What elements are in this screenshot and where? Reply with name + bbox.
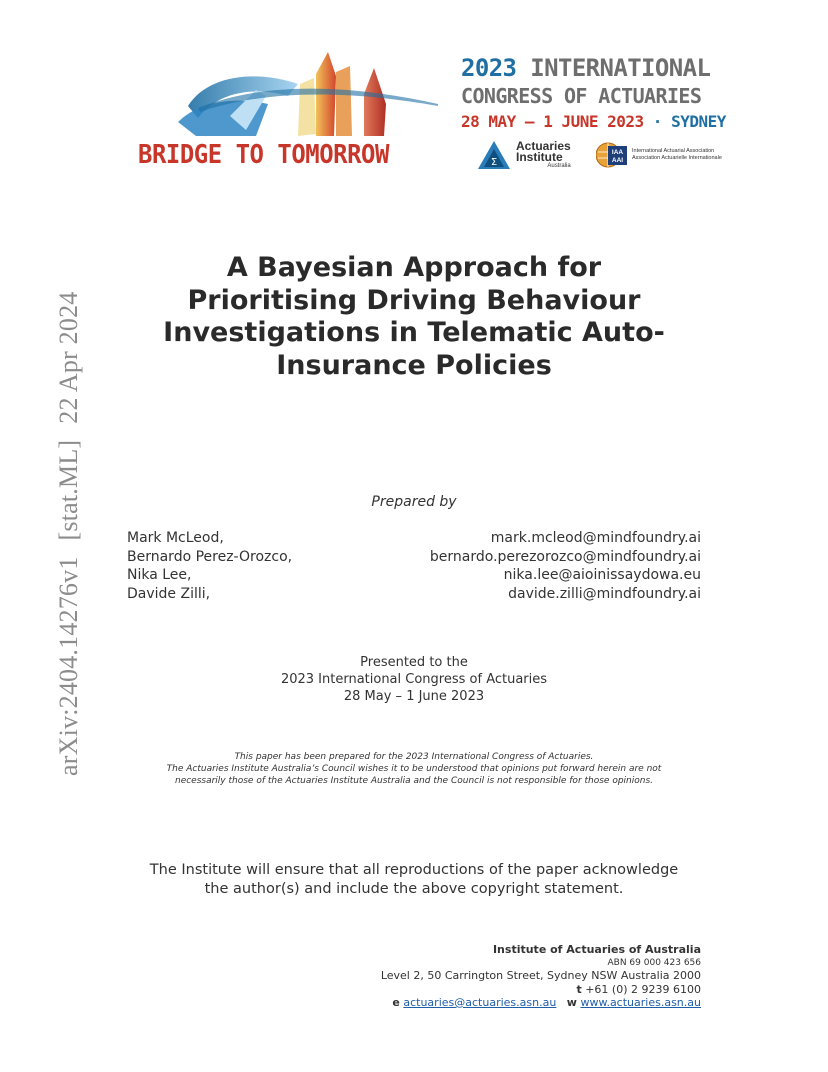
disclaimer-line: The Actuaries Institute Australia’s Council wishes it to be understood that opinions put forward herein are not <box>166 764 662 774</box>
presented-line: 28 May – 1 June 2023 <box>343 689 485 704</box>
iaa-line2: Association Actuarielle Internationale <box>632 155 722 161</box>
actuaries-institute-logo <box>476 138 571 172</box>
author-row <box>127 585 701 604</box>
svg-text:AAI: AAI <box>611 157 624 164</box>
presented-line: 2023 International Congress of Actuaries <box>280 672 548 687</box>
author-row <box>127 548 701 567</box>
author-list <box>127 529 701 603</box>
copyright-line: The Institute will ensure that all reproductions of the paper acknowledge <box>149 862 679 878</box>
institute-name: Institute of Actuaries of Australia <box>492 943 701 956</box>
arxiv-date: 22 Apr 2024 <box>54 291 83 424</box>
congress-name-part2: CONGRESS OF ACTUARIES <box>461 84 702 108</box>
actuaries-institute-line3: Australia <box>547 162 571 169</box>
congress-title-line1 <box>461 54 741 82</box>
iaa-logo <box>596 140 722 170</box>
congress-dates-line <box>461 112 741 131</box>
institute-web-link[interactable]: www.actuaries.asn.au <box>580 996 701 1009</box>
presented-to <box>0 654 828 705</box>
disclaimer <box>120 751 708 787</box>
institute-web-line <box>381 996 701 1010</box>
phone-label: t <box>576 982 582 996</box>
web-label: w <box>566 996 577 1009</box>
institute-address: Level 2, 50 Carrington Street, Sydney NSW Australia 2000 <box>380 969 701 982</box>
paper-title-line: Prioritising Driving Behaviour <box>187 284 641 316</box>
institute-abn: ABN 69 000 423 656 <box>607 958 701 968</box>
institute-phone-line <box>381 983 701 997</box>
arxiv-id: arXiv:2404.14276v1 <box>54 556 83 776</box>
copyright-notice <box>0 861 828 898</box>
author-email[interactable]: davide.zilli@mindfoundry.ai <box>508 585 701 602</box>
institute-contact <box>381 943 701 1010</box>
actuaries-institute-line2: Institute <box>516 150 563 165</box>
congress-heading <box>461 54 741 131</box>
author-email[interactable]: bernardo.perezorozco@mindfoundry.ai <box>429 548 701 565</box>
actuaries-institute-line1: Actuaries <box>516 138 571 153</box>
disclaimer-line: necessarily those of the Actuaries Institute Australia and the Council is not responsible for those opinions. <box>174 776 654 786</box>
author-name: Bernardo Perez-Orozco, <box>127 548 293 565</box>
congress-dates: 28 MAY – 1 JUNE 2023 <box>461 112 644 131</box>
author-name: Mark McLeod, <box>127 530 224 546</box>
copyright-line: the author(s) and include the above copyright statement. <box>204 880 624 897</box>
author-email[interactable]: mark.mcleod@mindfoundry.ai <box>490 530 701 546</box>
congress-city: · SYDNEY <box>652 112 726 131</box>
arxiv-category: [stat.ML] <box>54 439 83 541</box>
author-email[interactable]: nika.lee@aioinissaydowa.eu <box>503 567 701 583</box>
author-row <box>127 566 701 585</box>
congress-year: 2023 <box>461 54 517 82</box>
actuaries-institute-triangle-icon <box>476 139 512 171</box>
email-label: e <box>392 996 400 1009</box>
author-row <box>127 529 701 548</box>
svg-text:IAA: IAA <box>611 149 624 156</box>
prepared-by-label: Prepared by <box>371 494 457 510</box>
iaa-line1: International Actuarial Association <box>632 148 715 155</box>
paper-title-line: Insurance Policies <box>276 349 552 381</box>
disclaimer-line: This paper has been prepared for the 2023 International Congress of Actuaries. <box>234 752 594 762</box>
author-name: Nika Lee, <box>127 567 192 583</box>
institute-email-link[interactable]: actuaries@actuaries.asn.au <box>403 996 557 1009</box>
paper-title-line: Investigations in Telematic Auto- <box>163 317 665 348</box>
author-name: Davide Zilli, <box>127 585 211 602</box>
presented-line: Presented to the <box>360 655 468 670</box>
congress-tagline: BRIDGE TO TOMORROW <box>138 140 389 170</box>
institute-phone: +61 (0) 2 9239 6100 <box>585 982 701 996</box>
paper-title <box>130 252 698 382</box>
congress-name-part1: INTERNATIONAL <box>530 54 711 82</box>
svg-text:Σ: Σ <box>490 157 498 168</box>
iaa-globe-icon <box>596 140 628 170</box>
paper-title-line: A Bayesian Approach for <box>226 252 602 283</box>
